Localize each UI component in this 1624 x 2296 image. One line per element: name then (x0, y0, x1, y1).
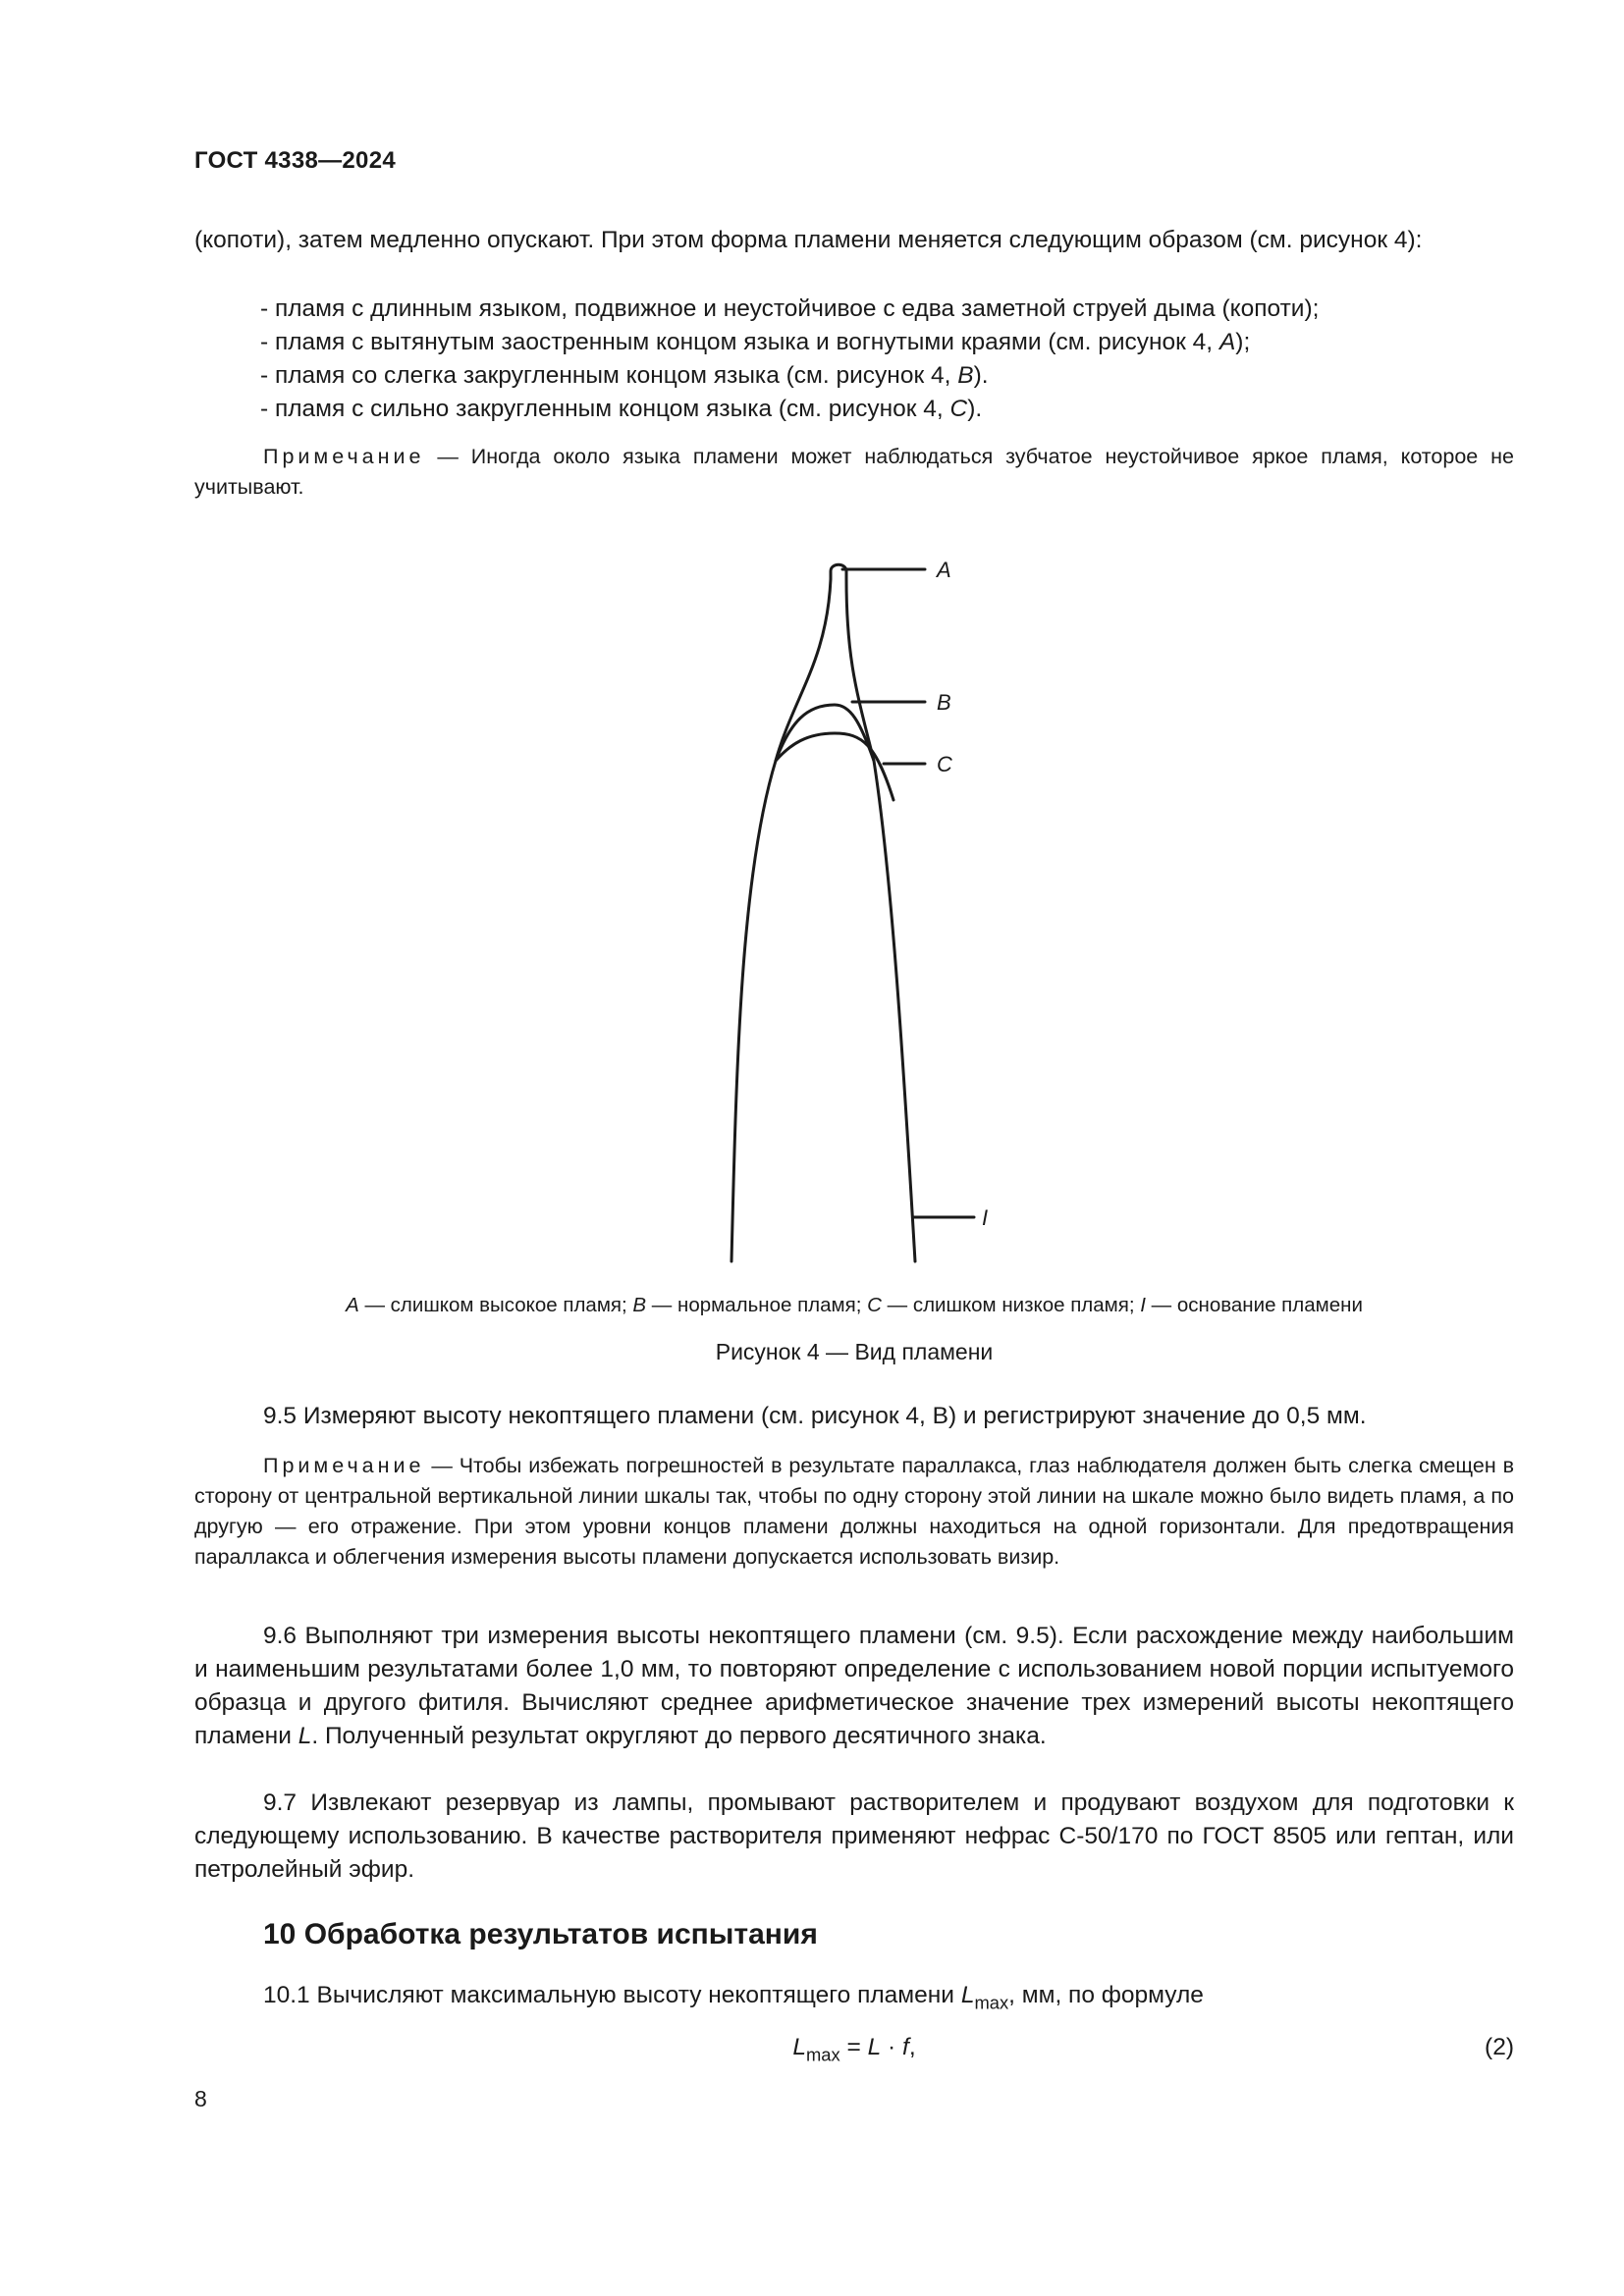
figure-legend: A — слишком высокое пламя; B — нормальное пламя; C — слишком низкое пламя; I — основание пламени (346, 1294, 1363, 1316)
label-a: A (937, 558, 951, 582)
label-i: I (982, 1205, 989, 1230)
list-item: - пламя с вытянутым заостренным концом языка и вогнутыми краями (см. рисунок 4, A); (260, 329, 1251, 355)
document-header: ГОСТ 4338—2024 (194, 147, 397, 174)
paragraph-9-5: 9.5 Измеряют высоту некоптящего пламени (см. рисунок 4, В) и регистрируют значение до 0,5 мм. (263, 1403, 1367, 1429)
paragraph-10-1: 10.1 Вычисляют максимальную высоту некоптящего пламени $L_{max}$, мм, по формуле (263, 1982, 1204, 2013)
note-label: Примечание (263, 1454, 425, 1477)
flame-shape-list (260, 293, 1527, 426)
label-b: B (937, 690, 951, 715)
list-item: - пламя с длинным языком, подвижное и неустойчивое с едва заметной струей дыма (копоти); (260, 295, 1320, 322)
flame-outline-a (731, 564, 915, 1261)
formula-expression: $L_{max} = L \cdot f$, (792, 2034, 916, 2065)
formula-2 (194, 2034, 1514, 2073)
list-item: - пламя с сильно закругленным концом языка (см. рисунок 4, C). (260, 396, 983, 422)
paragraph-9-6: 9.6 Выполняют три измерения высоты некоптящего пламени (см. 9.5). Если расхождение между наибольшим и наименьшим результатами более 1,0 мм, то повторяют определение с использованием новой порции испытуемого образца и другого фитиля. Вычисляют среднее арифметическое значение трех измерений высоты некоптящего пламени L. Полученный результат округляют до первого десятичного знака. (194, 1623, 1514, 1749)
page-number: 8 (194, 2086, 207, 2111)
section-10-heading: 10 Обработка результатов испытания (263, 1918, 818, 1950)
figure-caption: Рисунок 4 — Вид пламени (715, 1339, 994, 1364)
note-1: Примечание — Иногда около языка пламени может наблюдаться зубчатое неустойчивое яркое пламя, которое не учитывают. (194, 445, 1514, 499)
list-item: - пламя со слегка закругленным концом языка (см. рисунок 4, B). (260, 362, 989, 389)
label-c: C (937, 752, 952, 776)
formula-number: (2) (1485, 2034, 1514, 2060)
note-label: Примечание (263, 445, 425, 468)
note-2: Примечание — Чтобы избежать погрешностей в результате параллакса, глаз наблюдателя должен быть слегка смещен в сторону от центральной вертикальной линии шкалы так, чтобы по одну сторону этой линии на шкале можно было видеть пламя, а по другую — его отражение. При этом уровни концов пламени должны находиться на одной горизонтали. Для предотвращения параллакса и облегчения измерения высоты пламени допускается использовать визир. (194, 1454, 1515, 1569)
paragraph-9-7: 9.7 Извлекают резервуар из лампы, промывают растворителем и продувают воздухом для подготовки к следующему использованию. В качестве растворителя применяют нефрас С-50/170 по ГОСТ 8505 или гептан, или петролейный эфир. (194, 1789, 1514, 1883)
intro-paragraph: (копоти), затем медленно опускают. При этом форма пламени меняется следующим образом (см. рисунок 4): (194, 227, 1423, 253)
flame-figure (687, 550, 1021, 1276)
